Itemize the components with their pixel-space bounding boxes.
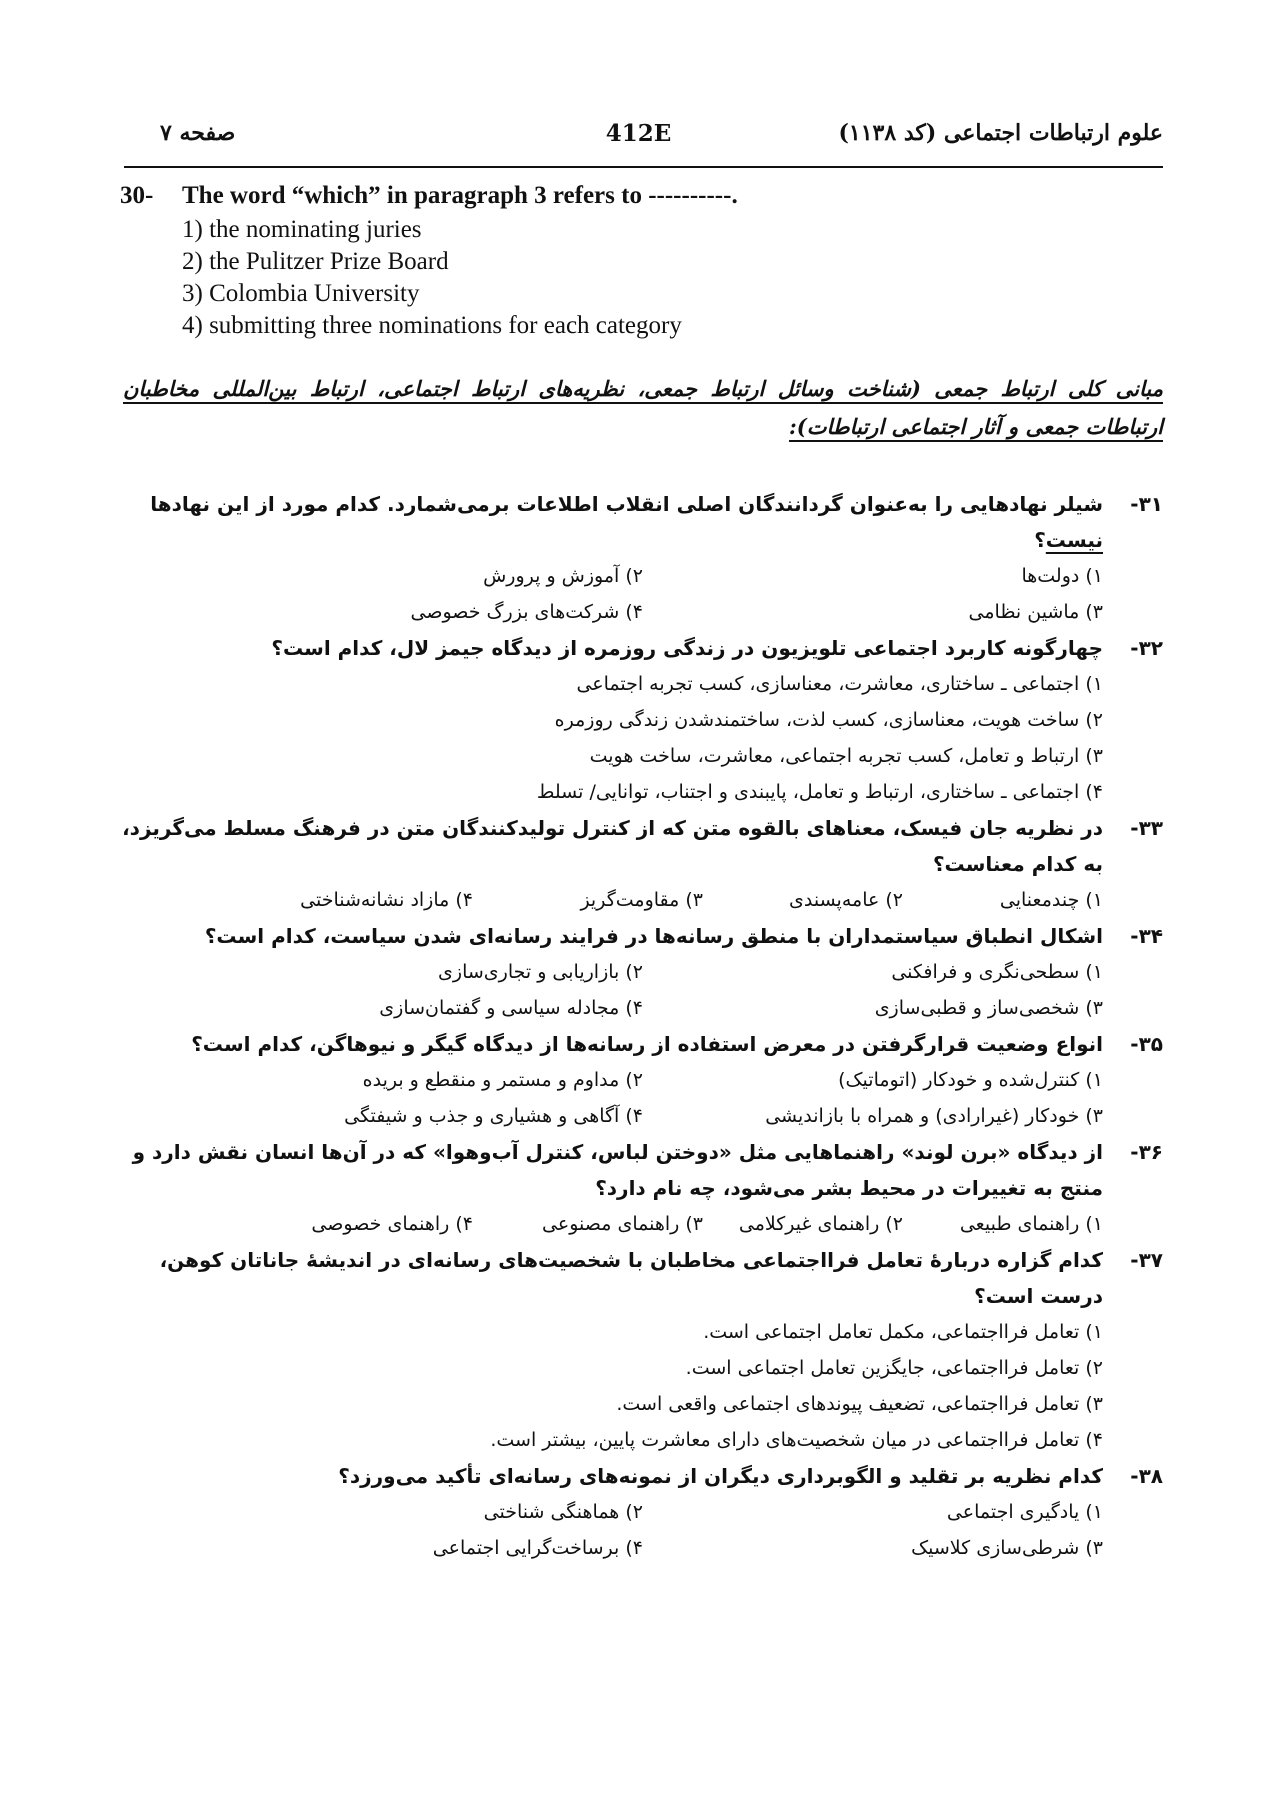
question-30-text: The word “which” in paragraph 3 refers to ----------. xyxy=(182,182,738,209)
question-stem: چهارگونه کاربرد اجتماعی تلویزیون در زندگی روزمره از دیدگاه جیمز لال، کدام است؟ xyxy=(271,636,1103,660)
option-3: ۳) ارتباط و تعامل، کسب تجربه اجتماعی، معاشرت، ساخت هویت xyxy=(589,745,1103,767)
option-1: ۱) چندمعنایی xyxy=(999,889,1103,911)
question-options xyxy=(115,1062,1103,1134)
question-stem-emphasis: نیست xyxy=(1045,528,1103,552)
question-options xyxy=(115,558,1103,630)
question-options xyxy=(115,1314,1103,1458)
question-stem: در نظریه جان فیسک، معناهای بالقوه متن که از کنترل تولیدکنندگان متن در فرهنگ مسلط می‌گریزد، به کدام معناست؟ xyxy=(122,816,1103,876)
option-2: ۲) تعامل فرااجتماعی، جایگزین تعامل اجتماعی است. xyxy=(685,1357,1103,1379)
question-options xyxy=(115,1206,1103,1242)
question-number: ۳۳- xyxy=(1130,816,1163,840)
option-2: ۲) هماهنگی شناختی xyxy=(483,1501,643,1523)
question-30 xyxy=(120,178,1160,342)
option-1: ۱) سطحی‌نگری و فرافکنی xyxy=(891,961,1103,983)
option-3: ۳) شخصی‌ساز و قطبی‌سازی xyxy=(874,997,1103,1019)
option-3: ۳) شرطی‌سازی کلاسیک xyxy=(911,1537,1103,1559)
option-3: ۳) مقاومت‌گریز xyxy=(580,889,703,911)
question-30-option-2: 2) the Pulitzer Prize Board xyxy=(182,248,449,275)
question-30-number: 30- xyxy=(120,182,154,209)
option-1: ۱) کنترل‌شده و خودکار (اتوماتیک) xyxy=(838,1069,1103,1091)
question-stem: انواع وضعیت قرارگرفتن در معرض استفاده از رسانه‌ها از دیدگاه گیگر و نیوهاگن، کدام است؟ xyxy=(191,1032,1103,1056)
option-2: ۲) آموزش و پرورش xyxy=(483,565,643,587)
option-4: ۴) برساخت‌گرایی اجتماعی xyxy=(432,1537,643,1559)
question-options xyxy=(115,954,1103,1026)
question-stem-text: شیلر نهادهایی را به‌عنوان گردانندگان اصلی انقلاب اطلاعات برمی‌شمارد. کدام مورد از این نهادها xyxy=(150,492,1103,516)
question-options xyxy=(115,882,1103,918)
question-30-option-4: 4) submitting three nominations for each category xyxy=(182,312,682,339)
option-1: ۱) اجتماعی ـ ساختاری، معاشرت، معناسازی، کسب تجربه اجتماعی xyxy=(576,673,1103,695)
question-number: ۳۲- xyxy=(1130,636,1163,660)
question-number: ۳۷- xyxy=(1130,1248,1163,1272)
option-2: ۲) بازاریابی و تجاری‌سازی xyxy=(438,961,643,983)
option-3: ۳) ماشین نظامی xyxy=(968,601,1103,623)
question-stem: اشکال انطباق سیاستمداران با منطق رسانه‌ها در فرایند رسانه‌ای شدن سیاست، کدام است؟ xyxy=(204,924,1103,948)
option-1: ۱) راهنمای طبیعی xyxy=(959,1213,1103,1235)
section-title xyxy=(123,370,1163,446)
option-4: ۴) مازاد نشانه‌شناختی xyxy=(300,889,473,911)
question-37 xyxy=(115,1242,1163,1458)
booklet-code: 412E xyxy=(605,120,672,147)
option-4: ۴) شرکت‌های بزرگ خصوصی xyxy=(410,601,643,623)
option-4: ۴) اجتماعی ـ ساختاری، ارتباط و تعامل، پایبندی و اجتناب، توانایی/ تسلط xyxy=(536,781,1103,803)
question-number: ۳۵- xyxy=(1130,1032,1163,1056)
option-2: ۲) راهنمای غیرکلامی xyxy=(738,1213,903,1235)
question-options xyxy=(115,666,1103,810)
option-1: ۱) تعامل فرااجتماعی، مکمل تعامل اجتماعی است. xyxy=(703,1321,1103,1343)
page-number: صفحه ۷ xyxy=(160,120,236,146)
option-4: ۴) مجادله سیاسی و گفتمان‌سازی xyxy=(379,997,643,1019)
question-35 xyxy=(115,1026,1163,1134)
question-30-option-3: 3) Colombia University xyxy=(182,280,420,307)
question-number: ۳۴- xyxy=(1130,924,1163,948)
question-number: ۳۶- xyxy=(1130,1140,1163,1164)
question-30-option-1: 1) the nominating juries xyxy=(182,216,422,243)
section-title-text: مبانی کلی ارتباط جمعی (شناخت وسائل ارتباط جمعی، نظریه‌های ارتباط اجتماعی، ارتباط بین‌المللی مخاطبان ارتباطات جمعی و آثار اجتماعی ارتباطات): xyxy=(123,376,1163,439)
question-30-stem xyxy=(120,178,1160,214)
question-stem: کدام نظریه بر تقلید و الگوبرداری دیگران از نمونه‌های رسانه‌ای تأکید می‌ورزد؟ xyxy=(338,1464,1103,1488)
question-stem: از دیدگاه «برن لوند» راهنماهایی مثل «دوختن لباس، کنترل آب‌وهوا» که در آن‌ها انسان نقش دارد و منتج به تغییرات در محیط بشر می‌شود، چه نام دارد؟ xyxy=(132,1140,1103,1200)
option-2: ۲) ساخت هویت، معناسازی، کسب لذت، ساختمندشدن زندگی روزمره xyxy=(554,709,1103,731)
header-divider xyxy=(124,166,1163,168)
question-33 xyxy=(115,810,1163,918)
option-4: ۴) راهنمای خصوصی xyxy=(311,1213,473,1235)
question-stem-mark: ؟ xyxy=(1034,528,1046,552)
option-3: ۳) راهنمای مصنوعی xyxy=(542,1213,703,1235)
question-number: ۳۱- xyxy=(1130,492,1163,516)
question-36 xyxy=(115,1134,1163,1242)
question-stem: کدام گزاره دربارهٔ تعامل فرااجتماعی مخاطبان با شخصیت‌های رسانه‌ای در اندیشهٔ جاناتان کوهن، درست است؟ xyxy=(159,1248,1103,1308)
option-2: ۲) عامه‌پسندی xyxy=(789,889,903,911)
question-34 xyxy=(115,918,1163,1026)
question-list xyxy=(115,486,1163,1566)
question-32 xyxy=(115,630,1163,810)
question-number: ۳۸- xyxy=(1130,1464,1163,1488)
question-options xyxy=(115,1494,1103,1566)
exam-title: علوم ارتباطات اجتماعی (کد ۱۱۳۸) xyxy=(838,120,1163,146)
option-1: ۱) یادگیری اجتماعی xyxy=(946,1501,1103,1523)
option-3: ۳) تعامل فرااجتماعی، تضعیف پیوندهای اجتماعی واقعی است. xyxy=(616,1393,1103,1415)
option-1: ۱) دولت‌ها xyxy=(1021,565,1103,587)
question-stem xyxy=(115,486,1103,558)
option-4: ۴) تعامل فرااجتماعی در میان شخصیت‌های دارای معاشرت پایین، بیشتر است. xyxy=(490,1429,1103,1451)
option-2: ۲) مداوم و مستمر و منقطع و بریده xyxy=(362,1069,643,1091)
option-4: ۴) آگاهی و هشیاری و جذب و شیفتگی xyxy=(344,1105,643,1127)
question-31 xyxy=(115,486,1163,630)
question-38 xyxy=(115,1458,1163,1566)
option-3: ۳) خودکار (غیرارادی) و همراه با بازاندیشی xyxy=(765,1105,1103,1127)
